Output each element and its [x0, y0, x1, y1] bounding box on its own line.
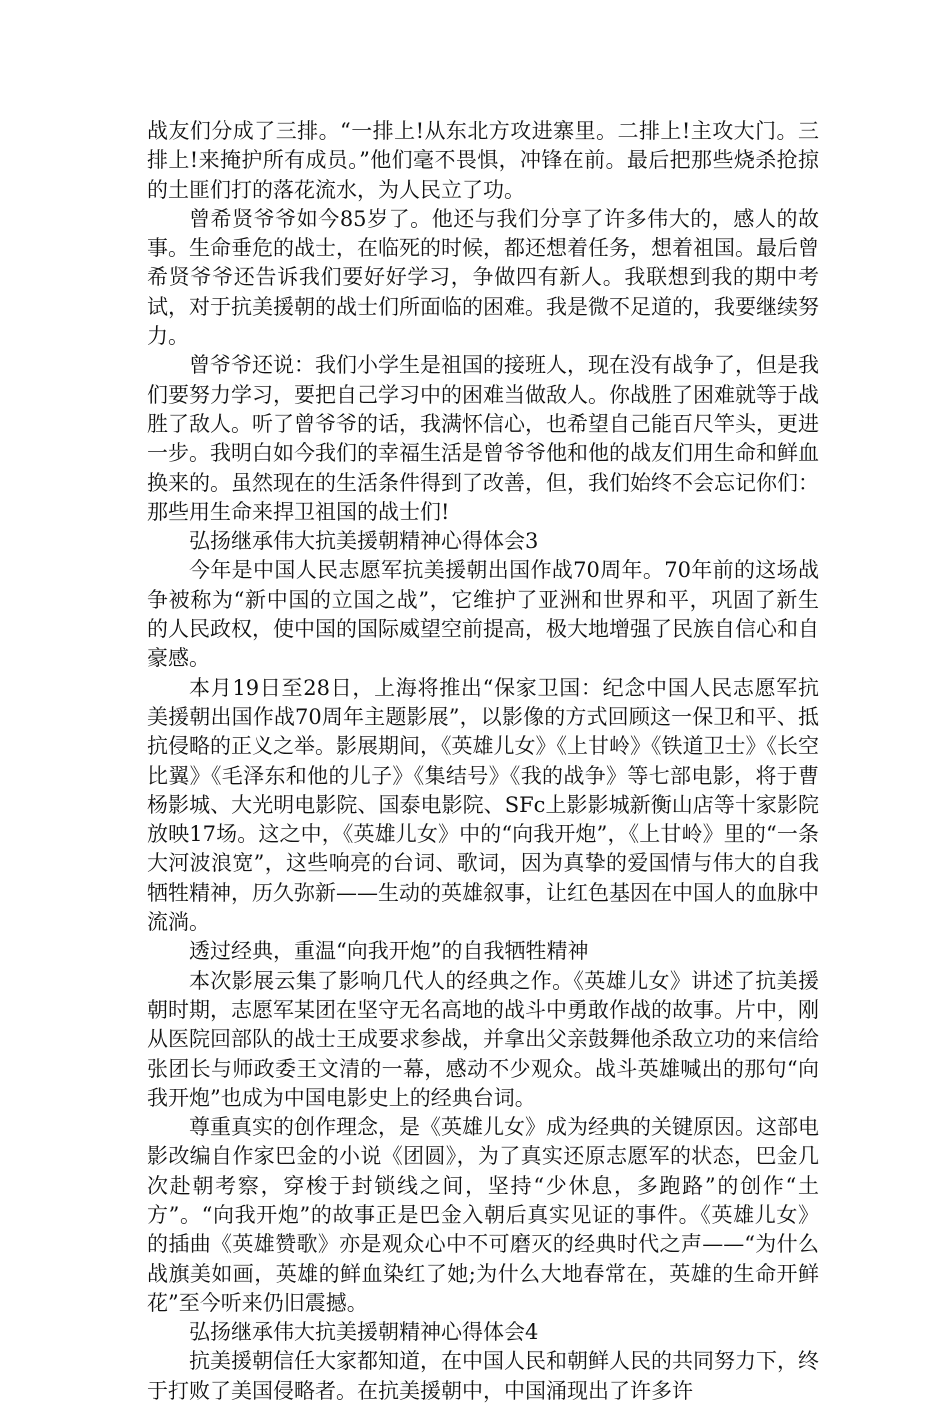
paragraph-9: 尊重真实的创作理念，是《英雄儿女》成为经典的关键原因。这部电影改编自作家巴金的小说《团圆》，为了真实还原志愿军的状态，巴金几次赴朝考察，穿梭于封锁线之间，坚持“少休息，多跑路”的创作“土方”。“向我开炮”的故事正是巴金入朝后真实见证的事件。《英雄儿女》的插曲《英雄赞歌》亦是观众心中不可磨灭的经典时代之声——“为什么战旗美如画，英雄的鲜血染红了她;为什么大地春常在，英雄的生命开鲜花”至今听来仍旧震撼。 — [147, 1115, 819, 1315]
paragraph-5: 今年是中国人民志愿军抗美援朝出国作战70周年。70年前的这场战争被称为“新中国的立国之战”，它维护了亚洲和世界和平，巩固了新生的人民政权，使中国的国际威望空前提高，极大地增强了民族自信心和自豪感。 — [147, 558, 819, 671]
paragraph-2: 曾希贤爷爷如今85岁了。他还与我们分享了许多伟大的，感人的故事。生命垂危的战士，在临死的时候，都还想着任务，想着祖国。最后曾希贤爷爷还告诉我们要好好学习，争做四有新人。我联想到我的期中考试，对于抗美援朝的战士们所面临的困难。我是微不足道的，我要继续努力。 — [147, 206, 819, 349]
paragraph-8: 本次影展云集了影响几代人的经典之作。《英雄儿女》讲述了抗美援朝时期，志愿军某团在坚守无名高地的战斗中勇敢作战的故事。片中，刚从医院回部队的战士王成要求参战，并拿出父亲鼓舞他杀敌立功的来信给张团长与师政委王文清的一幕，感动不少观众。战斗英雄喊出的那句“向我开炮”也成为中国电影史上的经典台词。 — [147, 968, 819, 1110]
paragraph-3: 曾爷爷还说：我们小学生是祖国的接班人，现在没有战争了，但是我们要努力学习，要把自己学习中的困难当做敌人。你战胜了困难就等于战胜了敌人。听了曾爷爷的话，我满怀信心，也希望自己能百尺竿头，更进一步。我明白如今我们的幸福生活是曾爷爷他和他的战友们用生命和鲜血换来的。虽然现在的生活条件得到了改善，但，我们始终不会忘记你们：那些用生命来捍卫祖国的战士们! — [147, 353, 819, 524]
section-heading-3: 弘扬继承伟大抗美援朝精神心得体会3 — [189, 529, 539, 554]
section-heading-4: 弘扬继承伟大抗美援朝精神心得体会4 — [189, 1320, 539, 1345]
paragraph-1: 战友们分成了三排。“一排上!从东北方攻进寨里。二排上!主攻大门。三排上!来掩护所有成员。”他们毫不畏惧，冲锋在前。最后把那些烧杀抢掠的土匪们打的落花流水，为人民立了功。 — [147, 119, 819, 202]
paragraph-11: 抗美援朝信任大家都知道，在中国人民和朝鲜人民的共同努力下，终于打败了美国侵略者。在抗美援朝中，中国涌现出了许多许 — [147, 1349, 819, 1403]
subheading: 透过经典，重温“向我开炮”的自我牺牲精神 — [189, 939, 589, 964]
document-body — [147, 117, 819, 1406]
paragraph-6: 本月19日至28日，上海将推出“保家卫国：纪念中国人民志愿军抗美援朝出国作战70周年主题影展”，以影像的方式回顾这一保卫和平、抵抗侵略的正义之举。影展期间，《英雄儿女》《上甘岭》《铁道卫士》《长空比翼》《毛泽东和他的儿子》《集结号》《我的战争》等七部电影，将于曹杨影城、大光明电影院、国泰电影院、SFc上影影城新衡山店等十家影院放映17场。这之中，《英雄儿女》中的“向我开炮”，《上甘岭》里的“一条大河波浪宽”，这些响亮的台词、歌词，因为真挚的爱国情与伟大的自我牺牲精神，历久弥新——生动的英雄叙事，让红色基因在中国人的血脉中流淌。 — [147, 675, 819, 935]
